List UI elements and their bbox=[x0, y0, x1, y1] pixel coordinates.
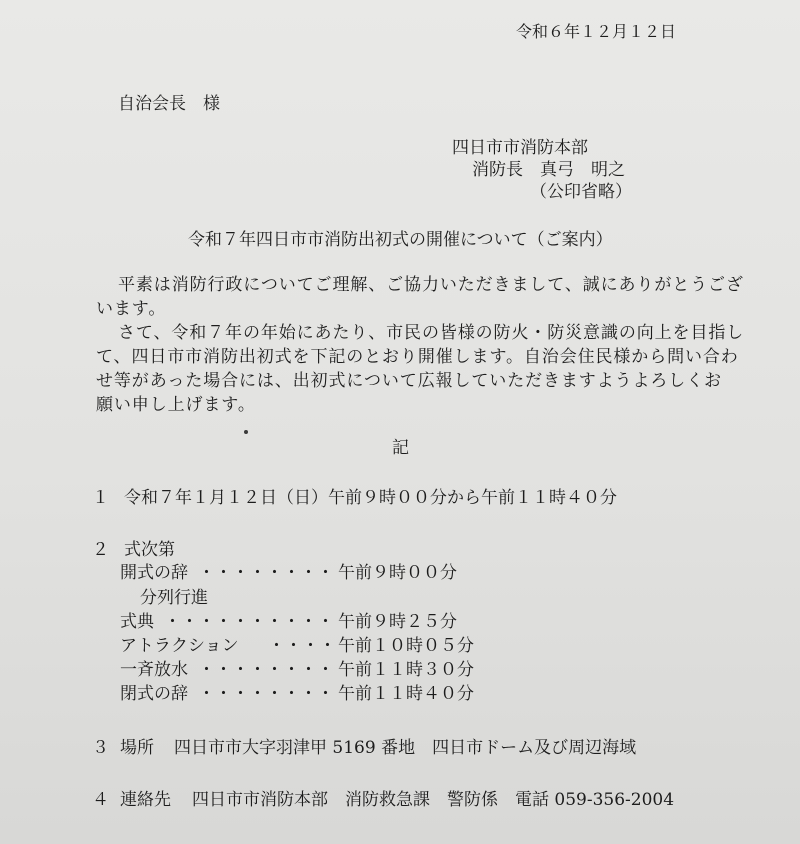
item-4-label: 連絡先 bbox=[120, 790, 171, 810]
document-date: 令和６年１２月１２日 bbox=[516, 22, 677, 41]
program-label: 分列行進 bbox=[140, 588, 208, 608]
document-title: 令和７年四日市市消防出初式の開催について（ご案内） bbox=[188, 230, 613, 250]
item-4-number: ４ bbox=[92, 790, 109, 810]
item-3-number: ３ bbox=[92, 738, 109, 758]
program-label: 式典 bbox=[120, 612, 154, 632]
program-time: 午前１０時０５分 bbox=[338, 636, 474, 656]
body-paragraph-2-line-4: 願い申し上げます。 bbox=[96, 395, 256, 415]
program-leader-dots: ・・・・・・・・ bbox=[198, 684, 334, 704]
body-paragraph-2-line-1: さて、令和７年の年始にあたり、市民の皆様の防火・防災意識の向上を目指し bbox=[118, 323, 745, 343]
ki-heading: 記 bbox=[392, 438, 409, 458]
body-paragraph-1-line-1: 平素は消防行政についてご理解、ご協力いただきまして、誠にありがとうござ bbox=[118, 275, 744, 295]
body-paragraph-2-line-3: せ等があった場合には、出初式について広報していただきますようよろしくお bbox=[96, 371, 722, 391]
program-label: 閉式の辞 bbox=[120, 684, 188, 704]
item-3-label: 場所 bbox=[120, 738, 154, 758]
program-leader-dots: ・・・・・・・・ bbox=[198, 563, 334, 583]
addressee: 自治会長 様 bbox=[118, 94, 220, 114]
program-time: 午前１１時３０分 bbox=[338, 660, 474, 680]
program-leader-dots: ・・・・ bbox=[268, 636, 336, 656]
contact-info: 四日市市消防本部 消防救急課 警防係 電話 059-356-2004 bbox=[192, 790, 675, 810]
item-2-number: ２ bbox=[92, 540, 109, 560]
program-time: 午前１１時４０分 bbox=[338, 684, 474, 704]
program-label: 開式の辞 bbox=[120, 563, 188, 583]
program-time: 午前９時２５分 bbox=[338, 612, 457, 632]
seal-omitted-note: （公印省略） bbox=[530, 182, 632, 202]
item-1-number: １ bbox=[92, 488, 109, 508]
program-label: アトラクション bbox=[120, 636, 239, 656]
item-1-datetime: 令和７年１月１２日（日）午前９時００分から午前１１時４０分 bbox=[124, 488, 617, 508]
program-leader-dots: ・・・・・・・・・・ bbox=[164, 612, 334, 632]
body-paragraph-2-line-2: て、四日市市消防出初式を下記のとおり開催します。自治会住民様から問い合わ bbox=[96, 347, 739, 367]
ink-speck bbox=[244, 430, 248, 434]
sender-organization: 四日市市消防本部 bbox=[452, 138, 588, 158]
program-time: 午前９時００分 bbox=[338, 563, 457, 583]
sender-name: 消防長 真弓 明之 bbox=[472, 160, 625, 180]
venue-address: 四日市市大字羽津甲 5169 番地 四日市ドーム及び周辺海域 bbox=[174, 738, 637, 758]
body-paragraph-1-line-2: います。 bbox=[96, 299, 167, 319]
program-leader-dots: ・・・・・・・・ bbox=[198, 660, 334, 680]
item-2-heading: 式次第 bbox=[124, 540, 175, 560]
program-label: 一斉放水 bbox=[120, 660, 188, 680]
